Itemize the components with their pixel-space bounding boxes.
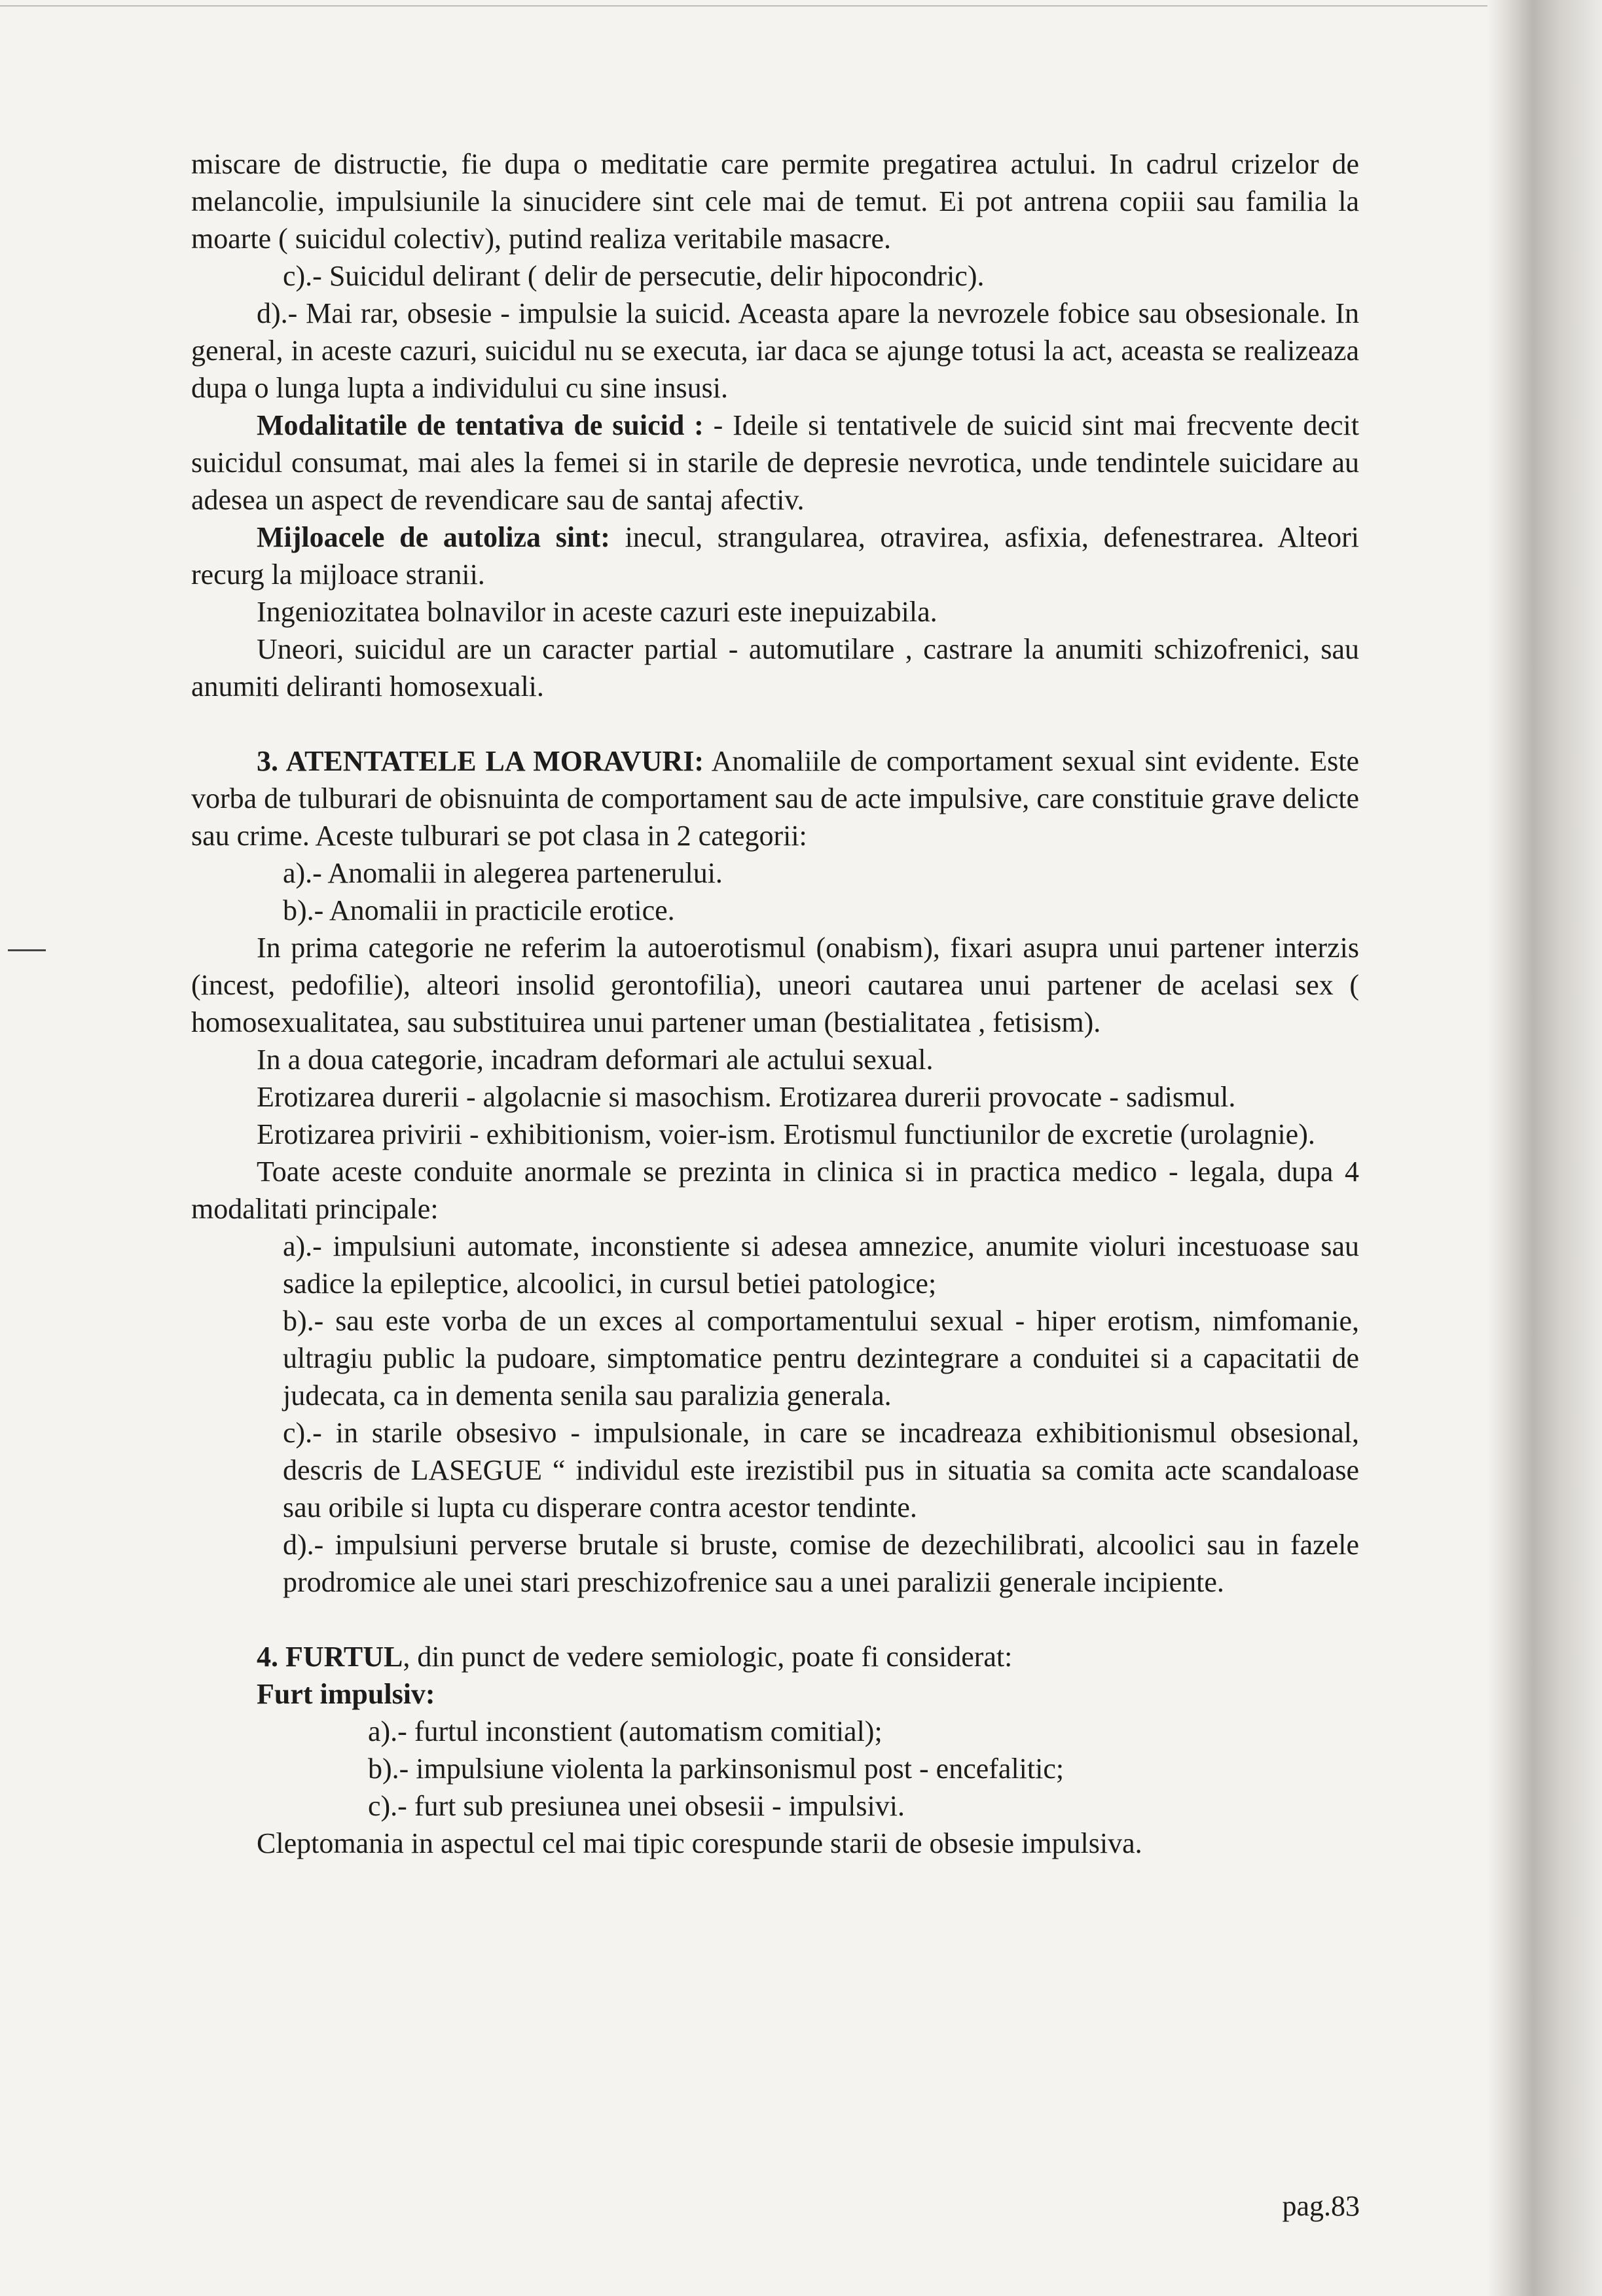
- paragraph: c).- Suicidul delirant ( delir de persecutie, delir hipocondric).: [283, 260, 985, 292]
- scan-top-rule: [0, 5, 1602, 7]
- paragraph-text: inecul, strangularea, otravirea, asfixia, defenestrarea. Alteori recurg la mijloace stranii.: [191, 521, 1359, 591]
- list-item: a).- impulsiuni automate, inconstiente si adesea amnezice, anumite violuri incestuoase sau sadice la epileptice, alcoolici, in cursul betiei patologice;: [283, 1230, 1359, 1300]
- paragraph: Toate aceste conduite anormale se prezinta in clinica si in practica medico - legala, dupa 4 modalitati principale:: [191, 1156, 1359, 1225]
- section-heading: Furt impulsiv:: [257, 1678, 435, 1710]
- list-item: a).- furtul inconstient (automatism comitial);: [368, 1715, 883, 1747]
- paragraph: [191, 519, 1359, 593]
- list-item: c).- furt sub presiunea unei obsesii - impulsivi.: [368, 1790, 905, 1822]
- list-item: b).- impulsiune violenta la parkinsonismul post - encefalitic;: [368, 1753, 1065, 1785]
- section-heading: Mijloacele de autoliza sint:: [257, 521, 610, 553]
- paragraph: In prima categorie ne referim la autoerotismul (onabism), fixari asupra unui partener interzis (incest, pedofilie), alteori insolid gerontofilia), uneori cautarea unui partener de acelasi sex ( homosexualitatea, sau substituirea unui partener uman (bestialitatea , fetisism).: [191, 932, 1359, 1038]
- section-gap: [191, 1601, 1359, 1638]
- paragraph: Uneori, suicidul are un caracter partial - automutilare , castrare la anumiti schizofrenici, sau anumiti deliranti homosexuali.: [191, 633, 1359, 702]
- list-item: a).- Anomalii in alegerea partenerului.: [283, 857, 723, 889]
- paragraph: Erotizarea privirii - exhibitionism, voier-ism. Erotismul functiunilor de excretie (urolagnie).: [257, 1118, 1315, 1150]
- paragraph-text: - Ideile si tentativele de suicid sint mai frecvente decit suicidul consumat, mai ales la femei si in starile de depresie nevrotica, unde tendintele suicidare au adesea un aspect de revendicare sau de santaj afectiv.: [191, 409, 1359, 516]
- list-item: d).- impulsiuni perverse brutale si bruste, comise de dezechilibrati, alcoolici sau in fazele prodromice ale unei stari preschizofrenice sau a unei paralizii generale incipiente.: [283, 1529, 1359, 1598]
- list-item: b).- Anomalii in practicile erotice.: [283, 894, 675, 926]
- section-heading: 3. ATENTATELE LA MORAVURI:: [257, 745, 704, 777]
- book-spine-shadow: [1487, 0, 1602, 2296]
- list-item: b).- sau este vorba de un exces al comportamentului sexual - hiper erotism, nimfomanie, ultragiu public la pudoare, simptomatice pentru dezintegrare a conduitei si a capacitatii de judecata, ca in dementa senila sau paralizia generala.: [283, 1305, 1359, 1412]
- paragraph: [191, 742, 1359, 854]
- margin-mark: [8, 949, 46, 951]
- paragraph-text: , din punct de vedere semiologic, poate fi considerat:: [403, 1641, 1013, 1673]
- paragraph: In a doua categorie, incadram deformari ale actului sexual.: [257, 1044, 934, 1076]
- paragraph-text: Anomaliile de comportament sexual sint evidente. Este vorba de tulburari de obisnuinta de comportament sau de acte impulsive, care constituie grave delicte sau crime. Aceste tulburari se pot clasa in 2 categorii:: [191, 745, 1359, 852]
- paragraph: [191, 407, 1359, 519]
- paragraph: Ingeniozitatea bolnavilor in aceste cazuri este inepuizabila.: [257, 596, 938, 628]
- paragraph: [191, 1638, 1359, 1675]
- paragraph: Cleptomania in aspectul cel mai tipic corespunde starii de obsesie impulsiva.: [257, 1827, 1142, 1859]
- page-number: pag.83: [1282, 2190, 1360, 2222]
- paragraph: [191, 1675, 1359, 1713]
- paragraph: Erotizarea durerii - algolacnie si masochism. Erotizarea durerii provocate - sadismul.: [257, 1081, 1236, 1113]
- paragraph: miscare de distructie, fie dupa o meditatie care permite pregatirea actului. In cadrul crizelor de melancolie, impulsiunile la sinucidere sint cele mai de temut. Ei pot antrena copiii sau familia la moarte ( suicidul colectiv), putind realiza veritabile masacre.: [191, 148, 1359, 255]
- section-heading: Modalitatile de tentativa de suicid :: [257, 409, 704, 441]
- paragraph: d).- Mai rar, obsesie - impulsie la suicid. Aceasta apare la nevrozele fobice sau obsesionale. In general, in aceste cazuri, suicidul nu se executa, iar daca se ajunge totusi la act, aceasta se realizeaza dupa o lunga lupta a individului cu sine insusi.: [191, 297, 1359, 404]
- section-heading: 4. FURTUL: [257, 1641, 403, 1673]
- section-gap: [191, 705, 1359, 742]
- page-body: [191, 145, 1359, 1862]
- list-item: c).- in starile obsesivo - impulsionale, in care se incadreaza exhibitionismul obsesional, descris de LASEGUE “ individul este irezistibil pus in situatia sa comita acte scandaloase sau oribile si lupta cu disperare contra acestor tendinte.: [283, 1417, 1359, 1523]
